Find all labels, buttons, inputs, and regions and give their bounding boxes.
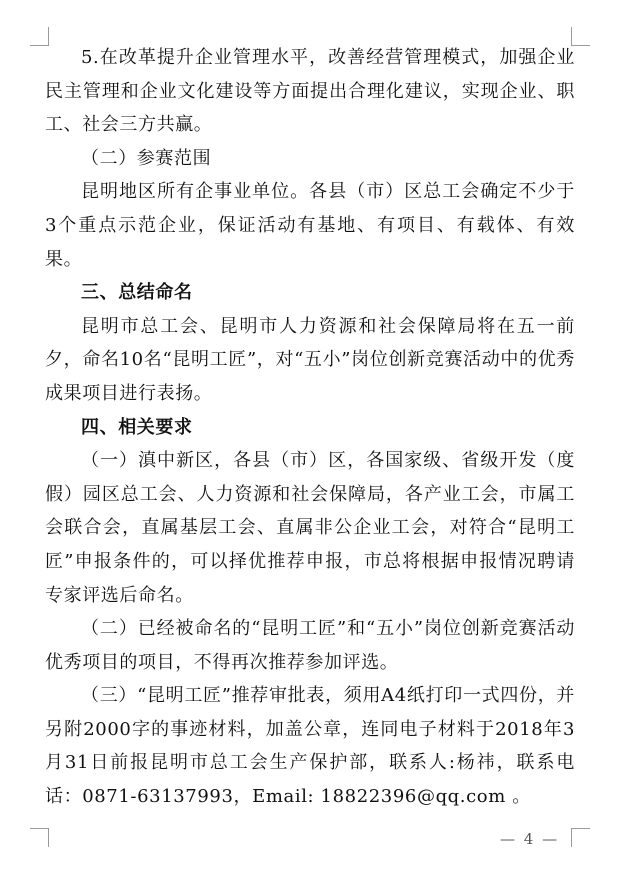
paragraph-requirement-1: （一）滇中新区，各县（市）区，各国家级、省级开发（度假）园区总工会、人力资源和社会保障局，各产业工会，市属工会联合会，直属基层工会、直属非公企业工会，对符合“昆明工匠”申报条件的，可以择优推荐申报，市总将根据申报情况聘请专家评选后命名。 <box>45 450 575 606</box>
heading-summary-naming: 三、总结命名 <box>81 282 193 304</box>
paragraph-requirement-2: （二）已经被命名的“昆明工匠”和“五小”岗位创新竞赛活动优秀项目的项目，不得再次推荐参加评选。 <box>45 618 575 673</box>
subheading-scope: （二）参赛范围 <box>81 147 212 169</box>
paragraph-scope: 昆明地区所有企事业单位。各县（市）区总工会确定不少于3个重点示范企业，保证活动有基地、有项目、有载体、有效果。 <box>45 181 575 270</box>
document-body <box>45 41 575 814</box>
page-number: — 4 — <box>500 830 560 848</box>
corner-mark-bottom-right <box>571 828 590 847</box>
paragraph-item-5: 5.在改革提升企业管理水平，改善经营管理模式，加强企业民主管理和企业文化建设等方面提出合理化建议，实现企业、职工、社会三方共赢。 <box>45 47 575 136</box>
paragraph-requirement-3: （三）“昆明工匠”推荐审批表，须用A4纸打印一式四份，并另附2000字的事迹材料，加盖公章，连同电子材料于2018年3月31日前报昆明市总工会生产保护部，联系人:杨祎，联系电话：0871-63137993，Email: 18822396@qq.com 。 <box>45 685 575 808</box>
corner-mark-bottom-left <box>30 828 49 847</box>
heading-requirements: 四、相关要求 <box>81 416 193 438</box>
paragraph-naming: 昆明市总工会、昆明市人力资源和社会保障局将在五一前夕，命名10名“昆明工匠”，对“五小”岗位创新竞赛活动中的优秀成果项目进行表扬。 <box>45 315 575 404</box>
